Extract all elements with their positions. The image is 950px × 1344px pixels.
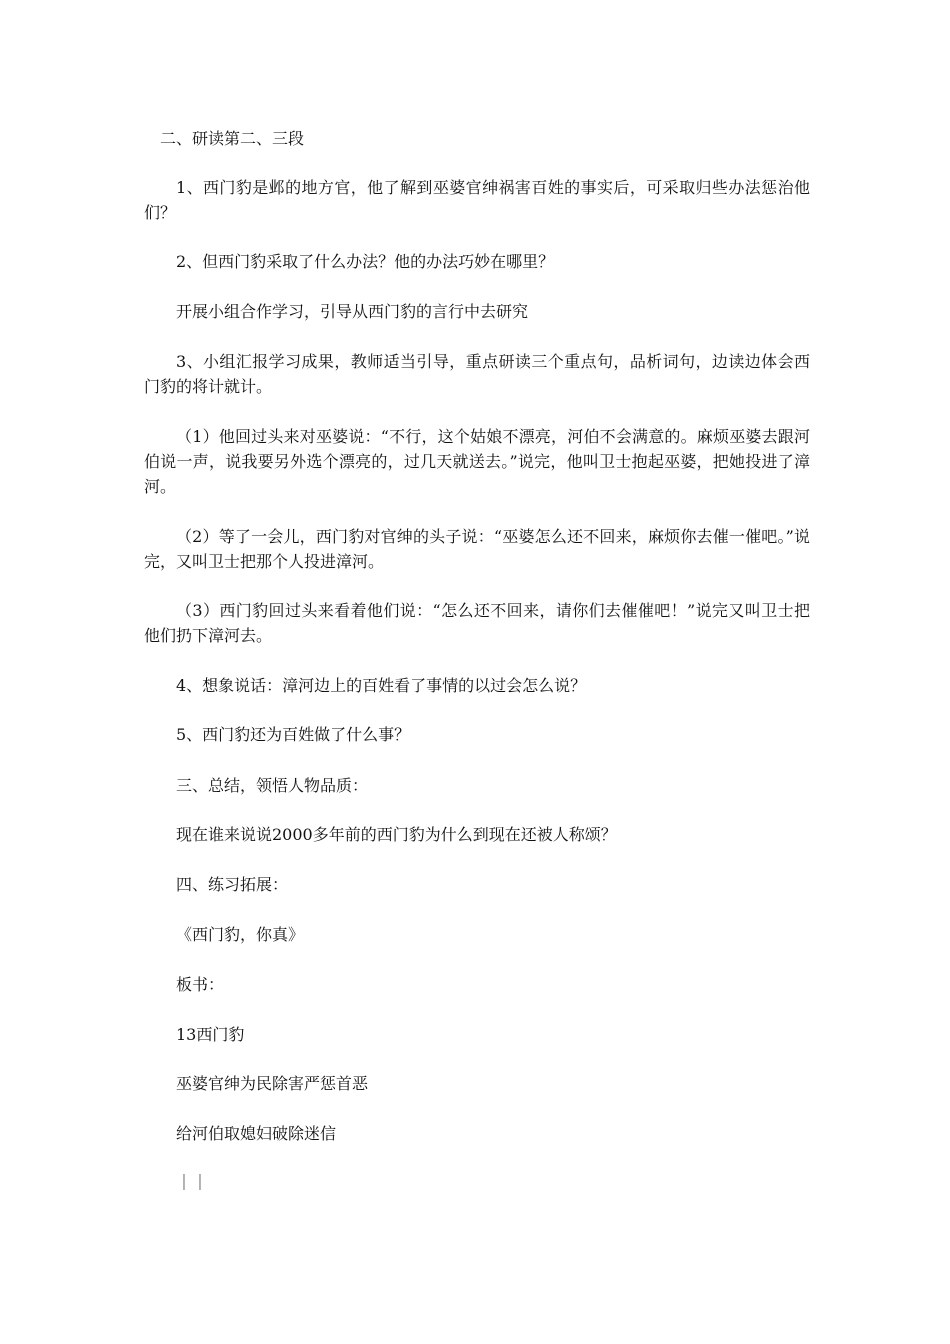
key-sentence-3: （3）西门豹回过头来看着他们说：“怎么还不回来，请你们去催催吧！”说完又叫卫士把他们扔下漳河去。: [144, 601, 810, 645]
board-lesson-title: 13西门豹: [176, 1025, 245, 1044]
board-line-2: 给河伯取媳妇破除迷信: [176, 1124, 337, 1143]
question-2: 2、但西门豹采取了什么办法？他的办法巧妙在哪里？: [176, 252, 555, 271]
board-writing-label: 板书：: [176, 975, 225, 994]
question-3: 3、小组汇报学习成果，教师适当引导，重点研读三个重点句，品析词句，边读边体会西门豹的将计就计。: [144, 352, 810, 396]
question-1: 1、西门豹是邺的地方官，他了解到巫婆官绅祸害百姓的事实后，可采取归些办法惩治他们？: [144, 178, 810, 222]
key-sentence-1: （1）他回过头来对巫婆说：“不行，这个姑娘不漂亮，河伯不会满意的。麻烦巫婆去跟河伯说一声，说我要另外选个漂亮的，过几天就送去。”说完，他叫卫士抱起巫婆，把她投进了漳河。: [144, 427, 810, 496]
key-sentence-2: （2）等了一会儿，西门豹对官绅的头子说：“巫婆怎么还不回来，麻烦你去催一催吧。”说完，又叫卫士把那个人投进漳河。: [144, 527, 810, 571]
group-study-instruction: 开展小组合作学习，引导从西门豹的言行中去研究: [176, 302, 529, 321]
question-4: 4、想象说话：漳河边上的百姓看了事情的以过会怎么说？: [176, 676, 587, 695]
question-5: 5、西门豹还为百姓做了什么事？: [176, 725, 411, 744]
section-heading-4: 四、练习拓展：: [176, 875, 289, 894]
section-heading-3: 三、总结，领悟人物品质：: [176, 776, 369, 795]
board-line-1: 巫婆官绅为民除害严惩首恶: [176, 1074, 369, 1093]
summary-question: 现在谁来说说2000多年前的西门豹为什么到现在还被人称颂？: [176, 825, 617, 844]
section-heading-2: 二、研读第二、三段: [160, 129, 305, 148]
board-connector-marks: ｜｜: [176, 1173, 209, 1192]
extension-title: 《西门豹，你真》: [176, 925, 305, 944]
